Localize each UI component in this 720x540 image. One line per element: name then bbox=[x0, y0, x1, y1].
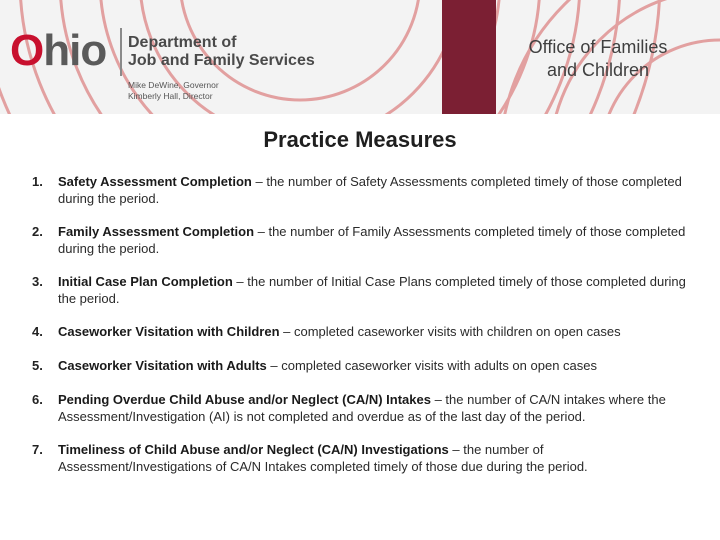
officials bbox=[128, 80, 219, 102]
measure-number: 2. bbox=[32, 224, 43, 239]
header-banner bbox=[0, 0, 720, 114]
measure-name: Timeliness of Child Abuse and/or Neglect (CA/N) Investigations bbox=[58, 442, 449, 457]
ohio-logo bbox=[10, 26, 106, 76]
measure-number: 7. bbox=[32, 442, 43, 457]
ohio-logo-rest: hio bbox=[43, 26, 107, 75]
measure-name: Family Assessment Completion bbox=[58, 224, 255, 239]
measure-name: Caseworker Visitation with Children bbox=[58, 324, 280, 339]
measure-number: 4. bbox=[32, 324, 43, 339]
department-line-2: Job and Family Services bbox=[128, 52, 315, 69]
measure-description: – the number of Family Assessments completed timely of those completed during the period. bbox=[58, 224, 686, 256]
measure-description: – completed caseworker visits with children on open cases bbox=[279, 324, 621, 339]
measure-description: – the number of CA/N intakes where the Assessment/Investigation (AI) is not completed and overdue as of the last day of the period. bbox=[58, 392, 666, 424]
measure-name: Pending Overdue Child Abuse and/or Neglect (CA/N) Intakes bbox=[58, 392, 431, 407]
measure-description: – completed caseworker visits with adults on open cases bbox=[266, 358, 597, 373]
measure-name: Initial Case Plan Completion bbox=[58, 274, 233, 289]
department-line-1: Department of bbox=[128, 34, 237, 51]
logo-divider bbox=[120, 28, 122, 76]
measure-description: – the number of Initial Case Plans completed timely of those completed during the period. bbox=[58, 274, 686, 306]
page-title: Practice Measures bbox=[263, 127, 457, 152]
measure-number: 6. bbox=[32, 392, 43, 407]
measure-description: – the number of Safety Assessments completed timely of those completed during the period. bbox=[58, 174, 682, 206]
measure-name: Safety Assessment Completion bbox=[58, 174, 252, 189]
official-director: Kimberly Hall, Director bbox=[128, 91, 213, 101]
office-line-1: Office of Families bbox=[528, 37, 668, 57]
measure-description: – the number of Assessment/Investigations of CA/N Intakes completed timely of those due during the period. bbox=[58, 442, 588, 474]
ohio-logo-o: O bbox=[10, 26, 44, 75]
measure-number: 3. bbox=[32, 274, 43, 289]
official-governor: Mike DeWine, Governor bbox=[128, 80, 219, 90]
maroon-band bbox=[442, 0, 496, 114]
measure-name: Caseworker Visitation with Adults bbox=[58, 358, 267, 373]
office-name bbox=[498, 36, 698, 82]
department-name bbox=[128, 34, 315, 70]
measure-number: 5. bbox=[32, 358, 43, 373]
measure-number: 1. bbox=[32, 174, 43, 189]
office-line-2: and Children bbox=[546, 60, 650, 80]
